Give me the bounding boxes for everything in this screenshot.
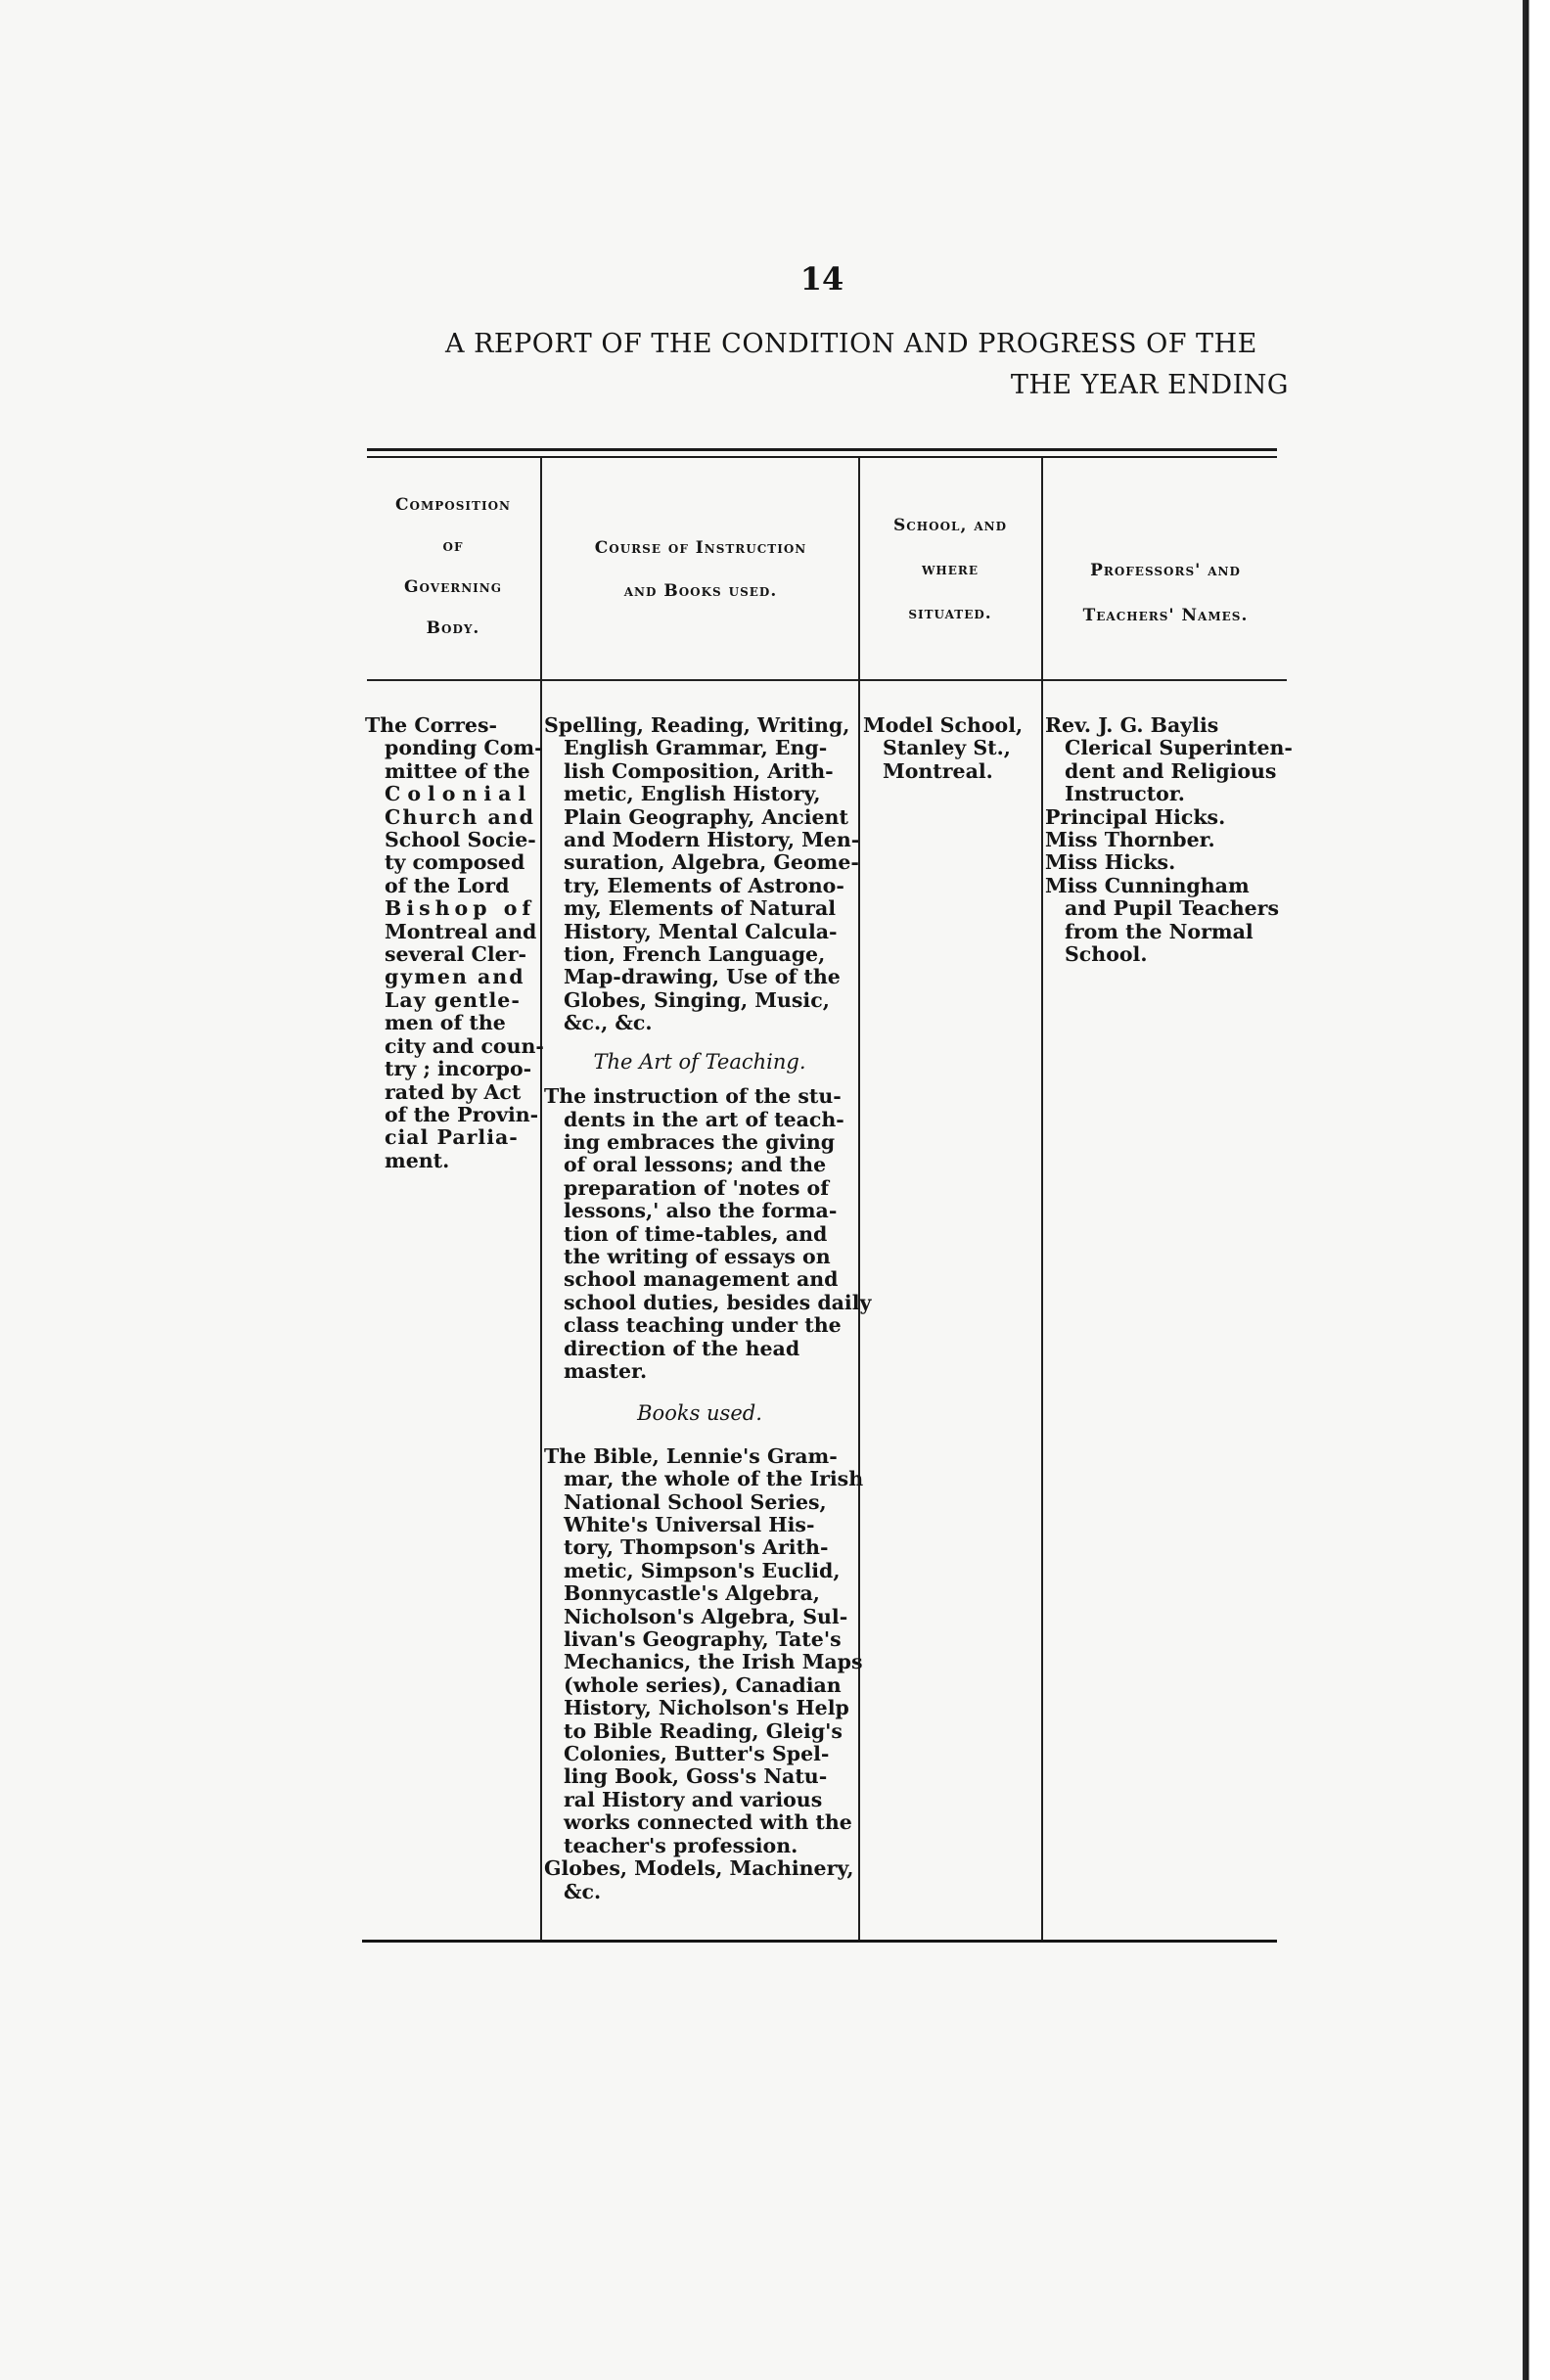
text-line: the writing of essays on [564,1244,831,1268]
column-divider-2 [858,458,860,1940]
text-line: suration, Algebra, Geome- [564,850,859,875]
school-cell [863,714,1039,783]
teacher-line: and Pupil Teachers [1065,896,1280,921]
text-line: try, Elements of Astrono- [564,873,844,897]
header-line: Governing [404,577,502,597]
course-list [544,713,860,1035]
text-line: ponding Com- [385,736,543,760]
text-line: School Socie- [385,828,536,852]
text-line: History, Mental Calcula- [564,919,838,943]
text-line: tory, Thompson's Arith- [564,1535,829,1560]
teacher-line: Miss Hicks. [1045,850,1176,875]
text-line: Spelling, Reading, Writing, [544,713,850,737]
text-line: History, Nicholson's Help [564,1696,849,1720]
text-line: metic, Simpson's Euclid, [564,1558,841,1582]
report-subtitle: THE YEAR ENDING [1010,370,1289,400]
text-line: ment. [385,1148,450,1172]
text-line: Globes, Singing, Music, [564,987,830,1012]
text-line: Montreal. [883,758,993,783]
text-line: try ; incorpo- [385,1057,532,1081]
text-line: several Cler- [385,942,527,967]
teacher-line: dent and Religious [1065,758,1277,783]
text-line: Model School, [863,713,1024,737]
header-school [861,504,1039,636]
text-line: to Bible Reading, Gleig's [564,1718,843,1743]
teacher-line: Miss Thornber. [1045,828,1215,852]
text-line: metic, English History, [564,782,821,806]
text-line: Colonial [385,782,533,806]
table-bottom-rule [362,1940,1277,1943]
text-line: Bishop of [385,896,536,921]
text-line: Lay gentle- [385,987,521,1012]
text-line: Globes, Models, Machinery, [544,1856,854,1881]
text-line: works connected with the [564,1810,852,1835]
header-line: and Books used. [623,581,778,601]
text-line: The Corres- [365,713,498,737]
text-line: school management and [564,1267,839,1292]
header-line: Professors' and [1090,561,1241,580]
text-line: mittee of the [385,758,530,783]
text-line: Montreal and [385,919,537,943]
text-line: school duties, besides daily [564,1290,872,1314]
text-line: of oral lessons; and the [564,1153,827,1177]
governing-body-cell [365,713,544,1172]
text-line: ty composed [385,850,525,875]
text-line: preparation of 'notes of [564,1175,830,1200]
page-edge [1523,0,1550,2380]
books-used-text [544,1443,864,1857]
header-line: Teachers' Names. [1082,606,1249,625]
text-line: of the Lord [385,873,510,897]
text-line: Mechanics, the Irish Maps [564,1650,863,1674]
text-line: White's Universal His- [564,1513,815,1536]
text-line: rated by Act [385,1079,522,1104]
text-line: &c., &c. [564,1011,653,1035]
teacher-line: Instructor. [1065,782,1185,806]
text-line: and Modern History, Men- [564,828,860,852]
text-line: gymen and [385,965,525,989]
report-title: A REPORT OF THE CONDITION AND PROGRESS OF THE [445,329,1257,359]
text-line: dents in the art of teach- [564,1107,844,1131]
teachers-cell [1045,713,1293,967]
page-number: 14 [799,260,844,298]
teacher-line: from the Normal [1065,919,1254,943]
header-line: situated. [908,604,992,623]
text-line: (whole series), Canadian [564,1672,842,1697]
teacher-line: Rev. J. G. Baylis [1045,713,1219,737]
text-line: of the Provin- [385,1102,539,1126]
text-line: National School Series, [564,1489,827,1514]
teacher-line: Miss Cunningham [1045,873,1250,897]
teacher-line: School. [1065,942,1148,967]
text-line: tion of time-tables, and [564,1221,828,1246]
header-line: where [921,560,980,579]
text-line: cial Parlia- [385,1125,519,1150]
header-line: Composition [395,495,511,515]
text-line: my, Elements of Natural [564,896,837,921]
column-divider-1 [540,458,542,1940]
text-line: The Bible, Lennie's Gram- [544,1443,838,1468]
teacher-line: Clerical Superinten- [1065,736,1293,760]
header-separator-rule [367,679,1287,681]
text-line: Church and [385,804,535,829]
text-line: city and coun- [385,1033,544,1058]
header-line: School, and [892,516,1008,535]
text-line: teacher's profession. [564,1833,798,1857]
text-line: ing embraces the giving [564,1129,836,1154]
header-course [544,526,857,613]
text-line: Bonnycastle's Algebra, [564,1581,820,1606]
text-line: Colonies, Butter's Spel- [564,1742,830,1766]
text-line: men of the [385,1011,506,1035]
text-line: &c. [564,1879,602,1903]
header-governing-body [367,484,539,649]
text-line: ling Book, Goss's Natu- [564,1764,828,1789]
course-cell [544,713,872,1903]
column-divider-3 [1041,458,1043,1940]
table-top-rule [367,448,1277,451]
art-of-teaching-text [544,1084,872,1383]
text-line: ral History and various [564,1787,823,1811]
table-top-rule-double [367,456,1277,458]
text-line: tion, French Language, [564,942,826,967]
text-line: Map-drawing, Use of the [564,965,841,989]
header-line: Body. [426,618,480,638]
teacher-line: Principal Hicks. [1045,804,1226,829]
header-line: Course of Instruction [594,538,807,558]
header-teachers [1045,548,1286,638]
header-line: of [442,536,464,556]
text-line: livan's Geography, Tate's [564,1627,842,1652]
text-line: lish Composition, Arith- [564,758,834,783]
art-of-teaching-heading: The Art of Teaching. [593,1049,806,1074]
books-used-heading: Books used. [637,1401,762,1426]
text-line: Stanley St., [883,736,1011,760]
text-line: mar, the whole of the Irish [564,1467,864,1491]
text-line: master. [564,1358,648,1383]
text-line: English Grammar, Eng- [564,736,828,760]
text-line: direction of the head [564,1336,800,1360]
globes-text [544,1857,855,1903]
text-line: Nicholson's Algebra, Sul- [564,1604,848,1628]
text-line: lessons,' also the forma- [564,1199,838,1223]
text-line: class teaching under the [564,1313,842,1338]
text-line: Plain Geography, Ancient [564,804,848,829]
text-line: The instruction of the stu- [544,1084,842,1109]
